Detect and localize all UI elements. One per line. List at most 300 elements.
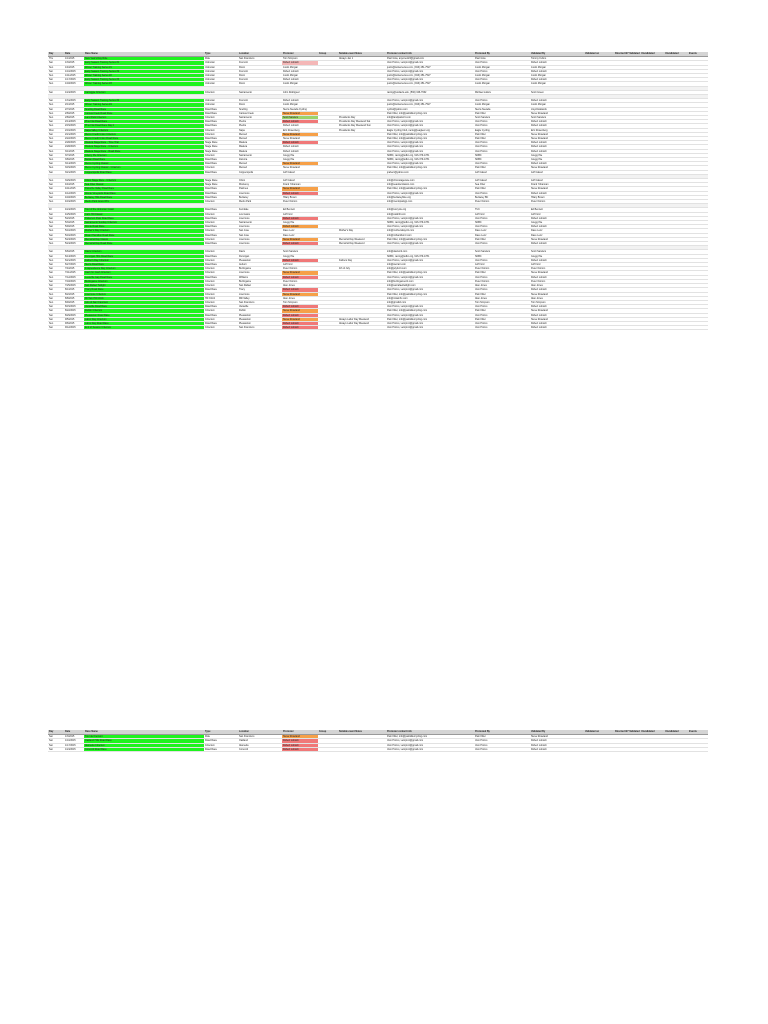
cell-day[interactable]: Sun [48, 65, 64, 69]
cell-location[interactable]: Madera [238, 145, 282, 149]
cell-location[interactable]: San Rafael [238, 284, 282, 288]
cell-location[interactable]: Sacramento [238, 153, 282, 157]
cell-contact[interactable]: justin@winterseries.com, (916) 451-7527 [386, 103, 474, 107]
cell-name[interactable]: Independence Day Criterium [84, 267, 204, 271]
cell-day[interactable]: Sat [48, 267, 64, 271]
cell-type[interactable]: Criterium [204, 300, 238, 304]
cell-promoter[interactable]: Gregg Ihle [282, 153, 318, 157]
cell-date[interactable]: 2/8/2015 [64, 111, 84, 115]
column-header[interactable]: Race Name [84, 52, 204, 57]
cell-date[interactable]: 1/3/2015 [64, 61, 84, 65]
cell-contact[interactable]: Pain Killer, info@painkillercycling.com [386, 132, 474, 136]
cell-promoted-by[interactable]: Scott Sanders [474, 116, 530, 120]
cell-promoter[interactable]: Robert Lobosh [282, 288, 318, 292]
cell-date[interactable]: 1/24/2015 [64, 90, 84, 94]
cell-name[interactable]: Memorial Day Classic [84, 237, 204, 241]
cell-name[interactable]: Vacaville Road Race [84, 305, 204, 309]
cell-type[interactable]: Road Race [204, 254, 238, 258]
cell-date[interactable]: 4/25/2015 [64, 212, 84, 216]
cell-validated-by[interactable]: Scott Green [530, 90, 584, 94]
cell-day[interactable]: Sat [48, 279, 64, 283]
cell-type[interactable]: Road Race [204, 170, 238, 174]
cell-date[interactable]: 6/21/2015 [64, 258, 84, 262]
cell-name[interactable]: Winter Training Series #3 [84, 82, 204, 86]
cell-name[interactable]: Chico Stage Race - Criterium [84, 179, 204, 183]
cell-location[interactable]: Alameda [238, 743, 282, 747]
cell-contact[interactable]: justin@winterseries.com, (916) 451-7527 [386, 65, 474, 69]
cell-promoted-by[interactable]: Justin Morgan [474, 65, 530, 69]
cell-validated-by[interactable]: Robert Lobosh [530, 739, 584, 743]
cell-type[interactable]: Road Race [204, 233, 238, 237]
cell-location[interactable]: Tracy [238, 288, 282, 292]
cell-type[interactable]: Road Race [204, 313, 238, 317]
cell-contact[interactable]: info@mothersdaycrit.com [386, 229, 474, 233]
cell-location[interactable]: Menlo Park [238, 200, 282, 204]
cell-promoted-by[interactable]: Dave Lenz [474, 229, 530, 233]
cell-promoter[interactable]: John Rodriguez [282, 90, 318, 94]
cell-notes[interactable] [338, 326, 386, 330]
cell-promoter[interactable]: Robert Lobosh [282, 275, 318, 279]
cell-validated-by[interactable]: Tom Simpson [530, 300, 584, 304]
column-header[interactable]: Validated on [584, 52, 614, 57]
cell-date[interactable]: 3/8/2015 [64, 158, 84, 162]
cell-notes[interactable]: Always Labor Day Weekend [338, 321, 386, 325]
cell-validated-on[interactable] [584, 747, 614, 751]
cell-contact[interactable]: Pain Killer, info@painkillercycling.com [386, 317, 474, 321]
cell-promoter[interactable]: Robert Lobosh [282, 216, 318, 220]
cell-promoted-by[interactable]: Sea Otter [474, 183, 530, 187]
cell-promoted-by[interactable]: Pain Killer [474, 735, 530, 739]
cell-name[interactable]: Winter Training Series #1 [84, 65, 204, 69]
cell-validated-by[interactable]: Robert Lobosh [530, 225, 584, 229]
cell-promoted-by[interactable]: SDBC [474, 254, 530, 258]
cell-contact[interactable]: Velo Promo, velopro1@gmail.com [386, 149, 474, 153]
column-header[interactable]: Location [238, 730, 282, 735]
cell-location[interactable]: Livermore [238, 216, 282, 220]
cell-date[interactable]: 1/3/2015 [64, 735, 84, 739]
cell-contact[interactable]: Velo Promo, velopro1@gmail.com [386, 162, 474, 166]
cell-type[interactable]: Road Race [204, 162, 238, 166]
cell-date[interactable]: 2/21/2015 [64, 132, 84, 136]
cell-promoted-by[interactable]: Paul Gina [474, 57, 530, 61]
cell-name[interactable]: Oakland Hills Road Race [84, 739, 204, 743]
cell-promoted-by[interactable]: Pain Killer [474, 317, 530, 321]
cell-day[interactable]: Sun [48, 242, 64, 246]
cell-promoted-by[interactable]: Velo Promo [474, 326, 530, 330]
cell-promoter[interactable]: Robert Lobosh [282, 120, 318, 124]
cell-type[interactable]: Criterium [204, 237, 238, 241]
cell-validated-by[interactable]: Robert Lobosh [530, 275, 584, 279]
cell-validated-by[interactable]: Robert Lobosh [530, 747, 584, 751]
cell-promoter[interactable]: Alan Jones [282, 296, 318, 300]
cell-location[interactable]: Sacramento [238, 221, 282, 225]
cell-type[interactable]: Criterium [204, 229, 238, 233]
cell-promoted-by[interactable]: Velo Promo [474, 225, 530, 229]
column-header[interactable]: Type [204, 52, 238, 57]
cell-contact[interactable]: info@sanrafaeltwilight.com [386, 284, 474, 288]
cell-promoted-by[interactable]: Michael Lutkov [474, 90, 530, 94]
cell-validated-by[interactable]: Dave Lenz [530, 233, 584, 237]
cell-name[interactable]: Sea Otter Classic [84, 183, 204, 187]
cell-validated-by[interactable]: Justin Morgan [530, 65, 584, 69]
cell-validated-by[interactable]: Ed Bennett [530, 208, 584, 212]
cell-name[interactable]: Early Season Training Series #4 [84, 99, 204, 103]
cell-validated-by[interactable]: Justin Morgan [530, 74, 584, 78]
cell-date[interactable]: 3/14/2015 [64, 162, 84, 166]
cell-name[interactable]: Madera Stage Race - Time Trial [84, 141, 204, 145]
cell-day[interactable]: Sat [48, 305, 64, 309]
cell-validated-by[interactable]: Robert Lobosh [530, 141, 584, 145]
column-header[interactable]: Validated By [530, 730, 584, 735]
cell-promoter[interactable]: Robert Lobosh [282, 747, 318, 751]
cell-type[interactable]: Criterium [204, 284, 238, 288]
cell-date[interactable]: 2/28/2015 [64, 141, 84, 145]
cell-type[interactable]: Criterium [204, 326, 238, 330]
cell-name[interactable]: Memorial Day Road Race [84, 242, 204, 246]
cell-promoter[interactable]: Scott Sanders [282, 250, 318, 254]
cell-type[interactable]: Criterium [204, 317, 238, 321]
cell-name[interactable]: Father's Day Criterium [84, 258, 204, 262]
cell-day[interactable]: Sun [48, 82, 64, 86]
cell-day[interactable]: Sat [48, 162, 64, 166]
cell-promoted-by[interactable]: Scott Sanders [474, 250, 530, 254]
cell-promoted-by[interactable]: Velo Promo [474, 216, 530, 220]
cell-promoter[interactable]: Hilary Brown [282, 195, 318, 199]
cell-date[interactable]: 1/24/2015 [64, 747, 84, 751]
cell-validated-by[interactable]: Gregg Ihle [530, 254, 584, 258]
cell-name[interactable]: Cat's Hill Classic [84, 212, 204, 216]
cell-date[interactable]: 4/11/2015 [64, 187, 84, 191]
cell-location[interactable]: Chico [238, 179, 282, 183]
cell-date[interactable]: 2/1/2015 [64, 103, 84, 107]
cell-notes[interactable]: Always Labor Day Weekend [338, 317, 386, 321]
cell-day[interactable]: Sat [48, 288, 64, 292]
cell-contact[interactable]: Pain Killer, info@painkillercycling.com [386, 735, 474, 739]
cell-day[interactable]: Sat [48, 216, 64, 220]
cell-type[interactable]: Criterium [204, 250, 238, 254]
cell-promoted-by[interactable]: Velo Promo [474, 743, 530, 747]
cell-promoted-by[interactable]: Velo Promo [474, 141, 530, 145]
cell-location[interactable]: Monterey [238, 183, 282, 187]
cell-promoter[interactable]: Peter Ostrom [282, 279, 318, 283]
cell-date[interactable]: 4/4/2015 [64, 183, 84, 187]
cell-promoter[interactable]: Steve Roseland [282, 735, 318, 739]
column-header[interactable]: Promoted By [474, 52, 530, 57]
cell-date[interactable]: 8/15/2015 [64, 305, 84, 309]
cell-location[interactable]: Auburn [238, 263, 282, 267]
cell-location[interactable]: Sacramento [238, 116, 282, 120]
cell-promoted-by[interactable]: Jeff Calvert [474, 179, 530, 183]
cell-promoter[interactable]: Frank Yohannan [282, 183, 318, 187]
cell-notes[interactable]: Fathers Day [338, 258, 386, 262]
cell-name[interactable]: Dash for Cash Criterium [84, 271, 204, 275]
cell-date[interactable]: 5/2/2015 [64, 216, 84, 220]
cell-day[interactable]: Sat [48, 153, 64, 157]
cell-location[interactable]: Dublin [238, 309, 282, 313]
column-header[interactable]: Unvalidated [664, 730, 688, 735]
cell-validated-by[interactable]: Robert Lobosh [530, 124, 584, 128]
cell-promoter[interactable]: Jeff Ford [282, 263, 318, 267]
cell-type[interactable]: Ride [204, 57, 238, 61]
cell-day[interactable]: Sat [48, 61, 64, 65]
cell-type[interactable]: Road Race [204, 275, 238, 279]
cell-date[interactable]: 1/11/2015 [64, 74, 84, 78]
cell-validated-by[interactable]: Alan Jones [530, 296, 584, 300]
cell-type[interactable]: Criterium [204, 221, 238, 225]
cell-date[interactable]: 4/24/2015 [64, 208, 84, 212]
cell-day[interactable]: Sat [48, 90, 64, 94]
cell-name[interactable]: Menlo Park Grand Prix [84, 200, 204, 204]
cell-date[interactable]: 6/13/2015 [64, 254, 84, 258]
cell-location[interactable]: Zamora [238, 158, 282, 162]
cell-contact[interactable]: Velo Promo, velopro1@gmail.com [386, 739, 474, 743]
cell-day[interactable]: Sun [48, 111, 64, 115]
cell-location[interactable]: Dixon [238, 82, 282, 86]
cell-contact[interactable]: SDBC, racing@sdbc.org, 916-379-1781 [386, 254, 474, 258]
cell-date[interactable]: 8/2/2015 [64, 292, 84, 296]
column-header[interactable]: Promoter [282, 730, 318, 735]
cell-validated-by[interactable]: Jeff Calvert [530, 179, 584, 183]
cell-location[interactable]: Ferndale [238, 208, 282, 212]
cell-contact[interactable]: Velo Promo, velopro1@gmail.com [386, 191, 474, 195]
cell-contact[interactable]: info@menloparkgp.com [386, 200, 474, 204]
cell-promoted-by[interactable]: Velo Promo [474, 120, 530, 124]
cell-date[interactable]: 5/16/2015 [64, 233, 84, 237]
cell-location[interactable]: Berkeley [238, 195, 282, 199]
cell-type[interactable]: Road Race [204, 216, 238, 220]
cell-location[interactable]: Piedra [238, 124, 282, 128]
cell-promoted-by[interactable]: Pain Killer [474, 111, 530, 115]
cell-day[interactable]: Sun [48, 116, 64, 120]
cell-location[interactable]: Sacramento [238, 90, 282, 94]
cell-promoted-by[interactable]: Pain Killer [474, 132, 530, 136]
cell-day[interactable]: Sun [48, 179, 64, 183]
cell-type[interactable]: Stage Race [204, 145, 238, 149]
cell-type[interactable]: Criterium [204, 743, 238, 747]
cell-date[interactable]: 5/24/2015 [64, 242, 84, 246]
cell-unval2[interactable] [664, 326, 688, 330]
cell-date[interactable]: 1/18/2015 [64, 82, 84, 86]
cell-validated-by[interactable]: Peter Ostrom [530, 279, 584, 283]
cell-date[interactable]: 8/29/2015 [64, 313, 84, 317]
cell-contact[interactable]: info@burlingamecrit.com [386, 279, 474, 283]
cell-type[interactable]: Criterium [204, 309, 238, 313]
cell-day[interactable]: Sat [48, 313, 64, 317]
column-header[interactable]: Day [48, 52, 64, 57]
cell-day[interactable]: Sun [48, 166, 64, 170]
cell-date[interactable]: 2/28/2015 [64, 145, 84, 149]
cell-contact[interactable]: Pain Killer, info@painkillercycling.com [386, 137, 474, 141]
cell-name[interactable]: Burlingame Criterium [84, 279, 204, 283]
cell-promoter[interactable]: Justin Morgan [282, 74, 318, 78]
cell-contact[interactable]: Velo Promo, velopro1@gmail.com [386, 69, 474, 73]
cell-contact[interactable]: info@mttamhc.com [386, 296, 474, 300]
cell-name[interactable]: Winter Training Series #2 [84, 74, 204, 78]
cell-promoter[interactable]: Robert Lobosh [282, 124, 318, 128]
cell-type[interactable]: Road Race [204, 124, 238, 128]
cell-validated-by[interactable]: Robert Lobosh [530, 321, 584, 325]
cell-validated-by[interactable]: Robert Lobosh [530, 149, 584, 153]
cell-name[interactable]: Davis Criterium [84, 250, 204, 254]
cell-date[interactable]: 2/14/2015 [64, 120, 84, 124]
cell-validated-by[interactable]: Robert Lobosh [530, 313, 584, 317]
column-header[interactable]: Location [238, 52, 282, 57]
cell-type[interactable]: Criterium [204, 132, 238, 136]
cell-day[interactable]: Sat [48, 69, 64, 73]
cell-location[interactable]: Fremont [238, 61, 282, 65]
cell-type[interactable]: Ride [204, 735, 238, 739]
cell-validated-by[interactable]: Steve Roseland [530, 166, 584, 170]
cell-promoted-by[interactable]: Velo Promo [474, 288, 530, 292]
cell-validated-by[interactable]: Steve Roseland [530, 137, 584, 141]
cell-promoter[interactable]: Robert Lobosh [282, 313, 318, 317]
cell-day[interactable]: Sat [48, 254, 64, 258]
cell-date[interactable]: 2/7/2015 [64, 107, 84, 111]
cell-contact[interactable]: info@landparkcrit.com [386, 116, 474, 120]
cell-location[interactable]: Fremont [238, 99, 282, 103]
cell-contact[interactable]: Pain Killer, info@painkillercycling.com [386, 111, 474, 115]
cell-day[interactable]: Sun [48, 158, 64, 162]
cell-date[interactable]: 7/12/2015 [64, 275, 84, 279]
cell-contact[interactable]: info@catshill.com [386, 212, 474, 216]
cell-day[interactable]: Mon [48, 128, 64, 132]
cell-name[interactable]: Merco Cycling Classic - Criterium [84, 166, 204, 170]
cell-validated-by[interactable]: Steve Roseland [530, 111, 584, 115]
cell-promoter[interactable]: Gregg Ihle [282, 221, 318, 225]
cell-promoter[interactable]: Robert Lobosh [282, 149, 318, 153]
cell-type[interactable]: Road Race [204, 158, 238, 162]
cell-location[interactable]: Livermore [238, 225, 282, 229]
cell-day[interactable]: Sun [48, 292, 64, 296]
cell-contact[interactable]: jcalvert@yahoo.com [386, 170, 474, 174]
cell-promoted-by[interactable]: Jeff Calvert [474, 170, 530, 174]
column-header[interactable]: Directed 9/7 Validated [615, 730, 640, 733]
cell-promoter[interactable]: Eric Rosenberg [282, 128, 318, 132]
cell-promoted-by[interactable]: Velo Promo [474, 162, 530, 166]
cell-promoter[interactable]: Peter Ostrom [282, 200, 318, 204]
cell-date[interactable]: 5/10/2015 [64, 229, 84, 233]
cell-date[interactable]: 9/6/2015 [64, 321, 84, 325]
cell-name[interactable]: Early Season Training Series #3 [84, 78, 204, 82]
cell-promoter[interactable]: Robert Lobosh [282, 225, 318, 229]
cell-name[interactable]: Cantua Creek Road Race [84, 111, 204, 115]
cell-contact[interactable]: info@girodisf.com [386, 300, 474, 304]
cell-name[interactable]: San Rafael Twilight [84, 284, 204, 288]
cell-location[interactable]: Vacaville [238, 305, 282, 309]
cell-contact[interactable]: Pain Killer, info@painkillercycling.com [386, 237, 474, 241]
cell-type[interactable]: Road Race [204, 747, 238, 751]
cell-notes[interactable]: Presidents Day [338, 128, 386, 132]
cell-location[interactable]: Pleasanton [238, 317, 282, 321]
cell-day[interactable]: Sat [48, 743, 64, 747]
cell-day[interactable]: Sat [48, 326, 64, 330]
cell-promoter[interactable]: Robert Lobosh [282, 99, 318, 103]
cell-validated-by[interactable]: Tommy Kuhns [530, 57, 584, 61]
cell-name[interactable]: New Year's Day Ride [84, 57, 204, 61]
cell-day[interactable]: Sun [48, 229, 64, 233]
cell-contact[interactable]: Velo Promo, velopro1@gmail.com [386, 747, 474, 751]
cell-date[interactable]: 5/3/2015 [64, 221, 84, 225]
cell-date[interactable]: 3/29/2015 [64, 179, 84, 183]
cell-validated-by[interactable]: Robert Lobosh [530, 242, 584, 246]
cell-type[interactable]: Stage Race [204, 183, 238, 187]
cell-promoter[interactable]: Tom Simpson [282, 57, 318, 61]
cell-promoter[interactable]: Dave Lenz [282, 233, 318, 237]
cell-type[interactable]: Road Race [204, 111, 238, 115]
column-header[interactable]: Validated By [530, 52, 584, 57]
cell-unval1[interactable] [640, 747, 664, 751]
cell-validated-by[interactable]: Jeff Ford [530, 263, 584, 267]
cell-name[interactable]: Merco Credit Union Road Race [84, 137, 204, 141]
cell-day[interactable]: Sun [48, 124, 64, 128]
cell-promoted-by[interactable]: SDBC [474, 153, 530, 157]
cell-contact[interactable]: info@daviscrit.com [386, 250, 474, 254]
cell-contact[interactable]: SDBC, racing@sdbc.org, 916-379-1781 [386, 158, 474, 162]
cell-location[interactable]: Merced [238, 162, 282, 166]
cell-promoted-by[interactable]: Justin Morgan [474, 82, 530, 86]
cell-validated-by[interactable]: Lloyd Edwards [530, 107, 584, 111]
cell-contact[interactable]: Velo Promo, velopro1@gmail.com [386, 120, 474, 124]
cell-promoted-by[interactable]: Velo Promo [474, 739, 530, 743]
cell-name[interactable]: Early Season Training Series #1 [84, 61, 204, 65]
column-header[interactable]: Group [318, 52, 338, 57]
cell-location[interactable]: San Jose [238, 229, 282, 233]
cell-promoted-by[interactable]: Pain Killer [474, 187, 530, 191]
cell-validated-by[interactable]: Alan Jones [530, 284, 584, 288]
cell-validated-by[interactable]: Scott Sanders [530, 250, 584, 254]
cell-validated-by[interactable]: Robert Lobosh [530, 258, 584, 262]
cell-type[interactable]: Road Race [204, 263, 238, 267]
cell-date[interactable]: 4/18/2015 [64, 195, 84, 199]
cell-promoted-by[interactable]: Pain Killer [474, 166, 530, 170]
cell-location[interactable]: San Jose [238, 233, 282, 237]
cell-date[interactable]: 8/1/2015 [64, 288, 84, 292]
cell-date[interactable]: 1/17/2015 [64, 78, 84, 82]
cell-date[interactable]: 8/22/2015 [64, 309, 84, 313]
cell-location[interactable]: Fremont [238, 78, 282, 82]
cell-type[interactable]: Road Race [204, 191, 238, 195]
cell-promoter[interactable]: Sierra Nevada Cycling [282, 107, 318, 111]
cell-day[interactable]: Sat [48, 195, 64, 199]
cell-type[interactable]: Stage Race [204, 179, 238, 183]
cell-contact[interactable]: justin@winterseries.com, (916) 451-7527 [386, 82, 474, 86]
cell-name[interactable]: Leesville Gap Road Race [84, 275, 204, 279]
cell-promoter[interactable]: Steve Roseland [282, 132, 318, 136]
cell-date[interactable]: 7/11/2015 [64, 271, 84, 275]
cell-name[interactable]: Tracy Road Race [84, 288, 204, 292]
cell-location[interactable]: Oakland [238, 739, 282, 743]
cell-day[interactable]: Sat [48, 263, 64, 267]
cell-location[interactable]: San Francisco [238, 300, 282, 304]
cell-date[interactable]: 2/16/2015 [64, 128, 84, 132]
cell-contact[interactable]: Velo Promo, velopro1@gmail.com [386, 275, 474, 279]
cell-day[interactable]: Sat [48, 233, 64, 237]
cell-date[interactable]: 3/15/2015 [64, 166, 84, 170]
cell-promoted-by[interactable]: SDBC [474, 158, 530, 162]
cell-promoted-by[interactable]: Pain Killer [474, 137, 530, 141]
cell-contact[interactable]: Pain Killer, info@painkillercycling.com [386, 271, 474, 275]
cell-promoted-by[interactable]: Pain Killer [474, 271, 530, 275]
cell-notes[interactable] [338, 747, 386, 751]
cell-validated-by[interactable]: Gregg Ihle [530, 153, 584, 157]
cell-validated-by[interactable]: Robert Lobosh [530, 288, 584, 292]
cell-type[interactable]: Criterium [204, 200, 238, 204]
cell-contact[interactable]: Velo Promo, velopro1@gmail.com [386, 99, 474, 103]
cell-location[interactable]: Davis [238, 250, 282, 254]
cell-validated-by[interactable]: Peter Ostrom [530, 267, 584, 271]
cell-location[interactable]: Madera [238, 141, 282, 145]
cell-contact[interactable]: cyclist@yahoo.com [386, 107, 474, 111]
